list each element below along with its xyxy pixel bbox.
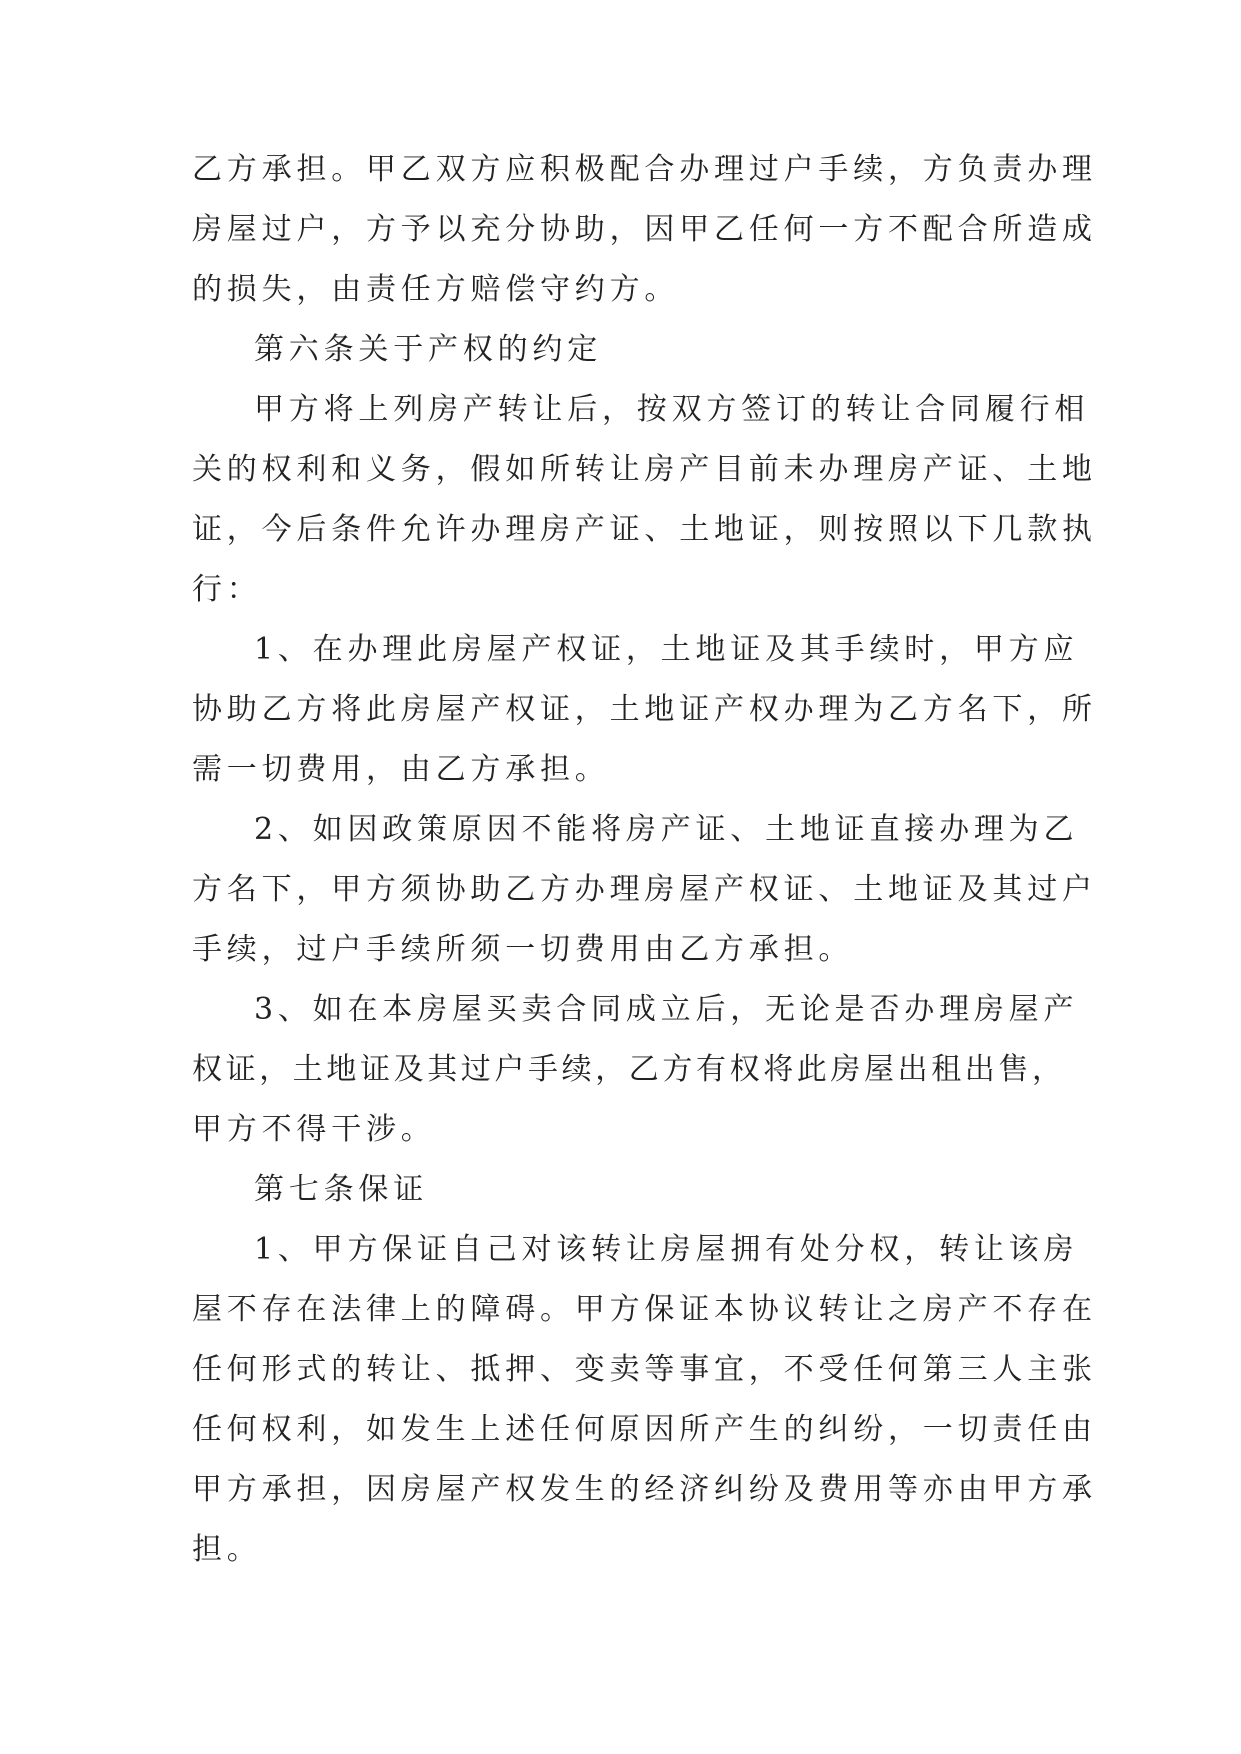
text-line: 权证，土地证及其过户手续，乙方有权将此房屋出租出售， (192, 1052, 1066, 1087)
text-line: 房屋过户，方予以充分协助，因甲乙任何一方不配合所造成 (192, 212, 1097, 247)
text-line: 协助乙方将此房屋产权证，土地证产权办理为乙方名下，所 (192, 692, 1097, 727)
text-line: 行： (192, 572, 262, 607)
text-line: 需一切费用，由乙方承担。 (192, 752, 610, 787)
text-line: 手续，过户手续所须一切费用由乙方承担。 (192, 932, 854, 967)
text-line: 3、如在本房屋买卖合同成立后，无论是否办理房屋产 (254, 992, 1079, 1027)
document-page (192, 140, 1097, 1580)
text-line: 的损失，由责任方赔偿守约方。 (192, 272, 680, 307)
text-line: 甲方承担，因房屋产权发生的经济纠纷及费用等亦由甲方承 (192, 1472, 1097, 1507)
text-line: 证，今后条件允许办理房产证、土地证，则按照以下几款执 (192, 512, 1097, 547)
text-line: 甲方将上列房产转让后，按双方签订的转让合同履行相 (254, 392, 1090, 427)
text-line: 方名下，甲方须协助乙方办理房屋产权证、土地证及其过户 (192, 872, 1097, 907)
text-line: 2、如因政策原因不能将房产证、土地证直接办理为乙 (254, 812, 1079, 847)
text-line: 屋不存在法律上的障碍。甲方保证本协议转让之房产不存在 (192, 1292, 1097, 1327)
text-line: 担。 (192, 1532, 262, 1567)
section-heading: 第六条关于产权的约定 (254, 332, 602, 367)
text-line: 1、甲方保证自己对该转让房屋拥有处分权，转让该房 (254, 1232, 1079, 1267)
text-line: 关的权利和义务，假如所转让房产目前未办理房产证、土地 (192, 452, 1097, 487)
text-line: 任何权利，如发生上述任何原因所产生的纠纷，一切责任由 (192, 1412, 1097, 1447)
text-line: 甲方不得干涉。 (192, 1112, 436, 1147)
section-heading: 第七条保证 (254, 1172, 428, 1207)
text-line: 任何形式的转让、抵押、变卖等事宜，不受任何第三人主张 (192, 1352, 1097, 1387)
text-line: 1、在办理此房屋产权证，土地证及其手续时，甲方应 (254, 632, 1079, 667)
text-line: 乙方承担。甲乙双方应积极配合办理过户手续，方负责办理 (192, 152, 1097, 187)
